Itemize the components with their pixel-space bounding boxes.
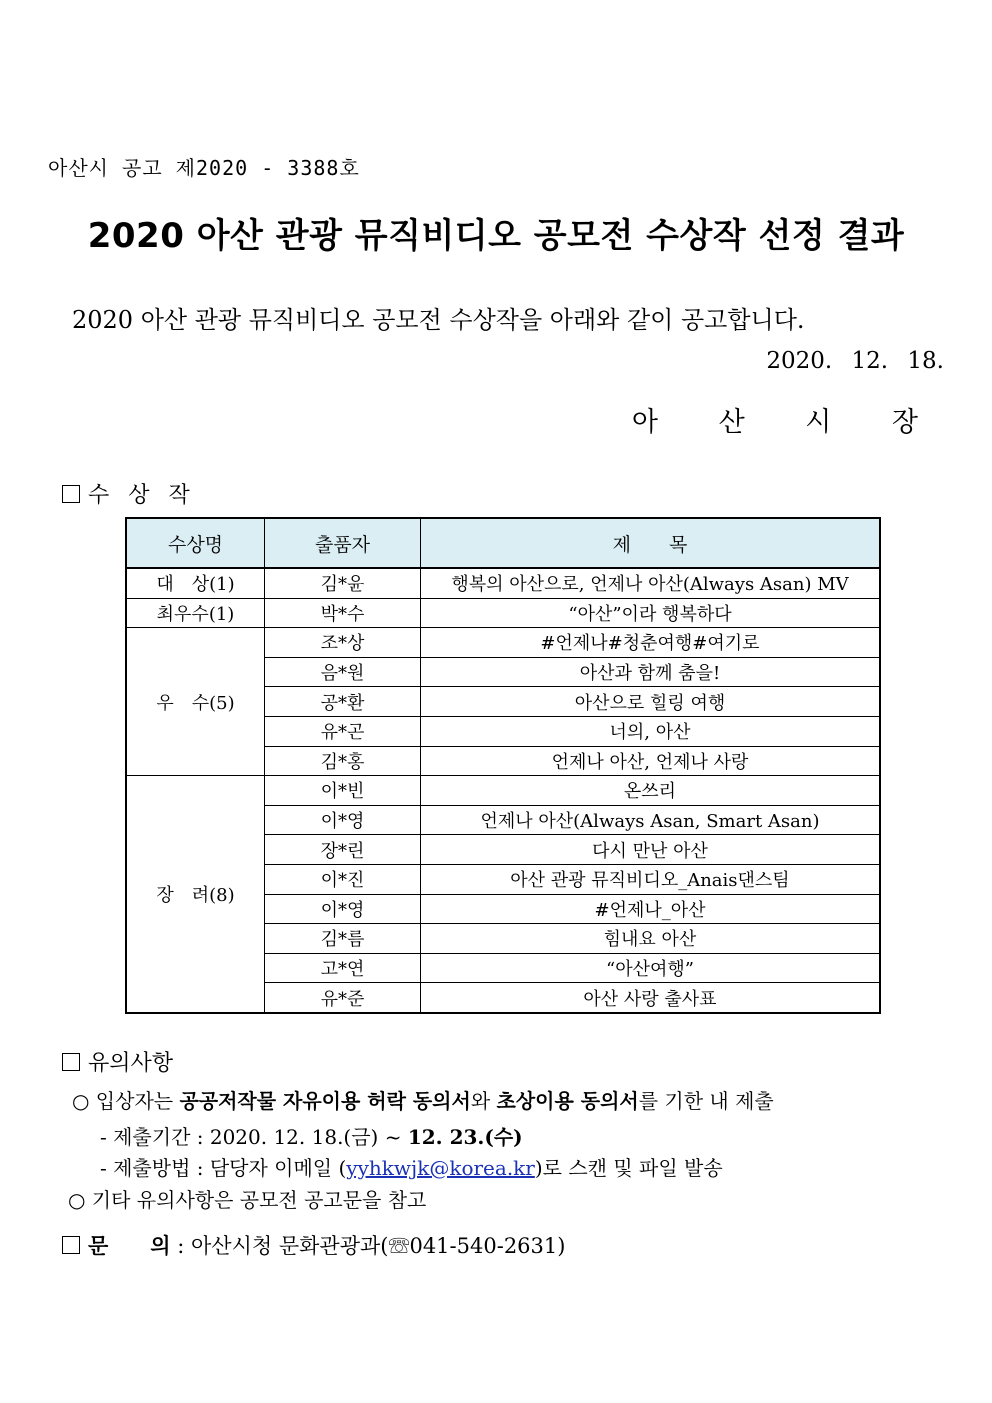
award-cell: 대 상(1) [126, 568, 265, 598]
entrant-cell: 고*연 [265, 953, 421, 983]
title-cell: 온쓰리 [421, 776, 881, 806]
entrant-cell: 조*상 [265, 628, 421, 658]
header-entrant: 출품자 [265, 518, 421, 568]
contact-value: : 아산시청 문화관광과(☏041-540-2631) [177, 1234, 566, 1258]
note-bold: 초상이용 동의서 [496, 1089, 639, 1113]
email-link[interactable]: yyhkwjk@korea.kr [346, 1156, 535, 1180]
entrant-cell: 유*준 [265, 983, 421, 1013]
note-text: ○ 입상자는 [72, 1089, 180, 1113]
entrant-cell: 음*원 [265, 657, 421, 687]
title-cell: 행복의 아산으로, 언제나 아산(Always Asan) MV [421, 568, 881, 598]
entrant-cell: 장*린 [265, 835, 421, 865]
contact-line [62, 1230, 565, 1260]
notice-number: 아산시 공고 제2020 - 3388호 [48, 156, 360, 180]
title-cell: 너의, 아산 [421, 716, 881, 746]
note-submission [72, 1085, 774, 1114]
entrant-cell: 김*윤 [265, 568, 421, 598]
note-bold: 공공저작물 자유이용 허락 동의서 [179, 1089, 471, 1113]
entrant-cell: 김*름 [265, 924, 421, 954]
title-cell: 언제나 아산(Always Asan, Smart Asan) [421, 805, 881, 835]
note-method [100, 1152, 723, 1181]
note-text: 와 [470, 1089, 497, 1113]
table-row [126, 628, 880, 658]
note-deadline: 12. 23.(수) [407, 1125, 523, 1149]
title-cell: 힘내요 아산 [421, 924, 881, 954]
title-cell: “아산여행” [421, 953, 881, 983]
awards-table-body [126, 568, 880, 1013]
title-cell: 아산 사랑 출사표 [421, 983, 881, 1013]
checkbox-square-icon [62, 485, 80, 503]
title-cell: 아산과 함께 춤을! [421, 657, 881, 687]
entrant-cell: 이*빈 [265, 776, 421, 806]
entrant-cell: 박*수 [265, 598, 421, 628]
title-cell: 아산으로 힐링 여행 [421, 687, 881, 717]
entrant-cell: 공*환 [265, 687, 421, 717]
notice-date: 2020. 12. 18. [766, 348, 944, 374]
header-award: 수상명 [126, 518, 265, 568]
table-row [126, 776, 880, 806]
title-cell: #언제나#청춘여행#여기로 [421, 628, 881, 658]
table-row [126, 598, 880, 628]
contact-label: 문 의 [88, 1234, 171, 1258]
section-awards-heading [62, 478, 196, 509]
title-cell: #언제나_아산 [421, 894, 881, 924]
checkbox-square-icon [62, 1053, 80, 1071]
entrant-cell: 이*영 [265, 805, 421, 835]
intro-text: 2020 아산 관광 뮤직비디오 공모전 수상작을 아래와 같이 공고합니다. [72, 306, 805, 334]
section-notes-heading [62, 1046, 173, 1077]
note-text: 를 기한 내 제출 [638, 1089, 774, 1113]
page-title: 2020 아산 관광 뮤직비디오 공모전 수상작 선정 결과 [87, 216, 905, 256]
award-cell: 우 수(5) [126, 628, 265, 776]
title-cell: 아산 관광 뮤직비디오_Anais댄스팀 [421, 864, 881, 894]
entrant-cell: 김*홍 [265, 746, 421, 776]
issuer: 아 산 시 장 [631, 407, 944, 438]
title-cell: “아산”이라 행복하다 [421, 598, 881, 628]
note-period [100, 1121, 523, 1150]
note-text: )로 스캔 및 파일 발송 [534, 1156, 723, 1180]
section-awards-label: 수 상 작 [88, 483, 196, 508]
checkbox-square-icon [62, 1236, 80, 1254]
awards-table [125, 517, 881, 1014]
title-cell: 언제나 아산, 언제나 사랑 [421, 746, 881, 776]
award-cell: 장 려(8) [126, 776, 265, 1013]
header-title: 제 목 [421, 518, 881, 568]
entrant-cell: 이*진 [265, 864, 421, 894]
title-cell: 다시 만난 아산 [421, 835, 881, 865]
section-notes-label: 유의사항 [88, 1051, 174, 1076]
entrant-cell: 이*영 [265, 894, 421, 924]
note-text: - 제출기간 : 2020. 12. 18.(금) ~ [100, 1125, 408, 1149]
table-row [126, 568, 880, 598]
table-header-row [126, 518, 880, 568]
award-cell: 최우수(1) [126, 598, 265, 628]
note-text: - 제출방법 : 담당자 이메일 ( [100, 1156, 347, 1180]
note-other: ○ 기타 유의사항은 공모전 공고문을 참고 [68, 1188, 427, 1212]
entrant-cell: 유*곤 [265, 716, 421, 746]
